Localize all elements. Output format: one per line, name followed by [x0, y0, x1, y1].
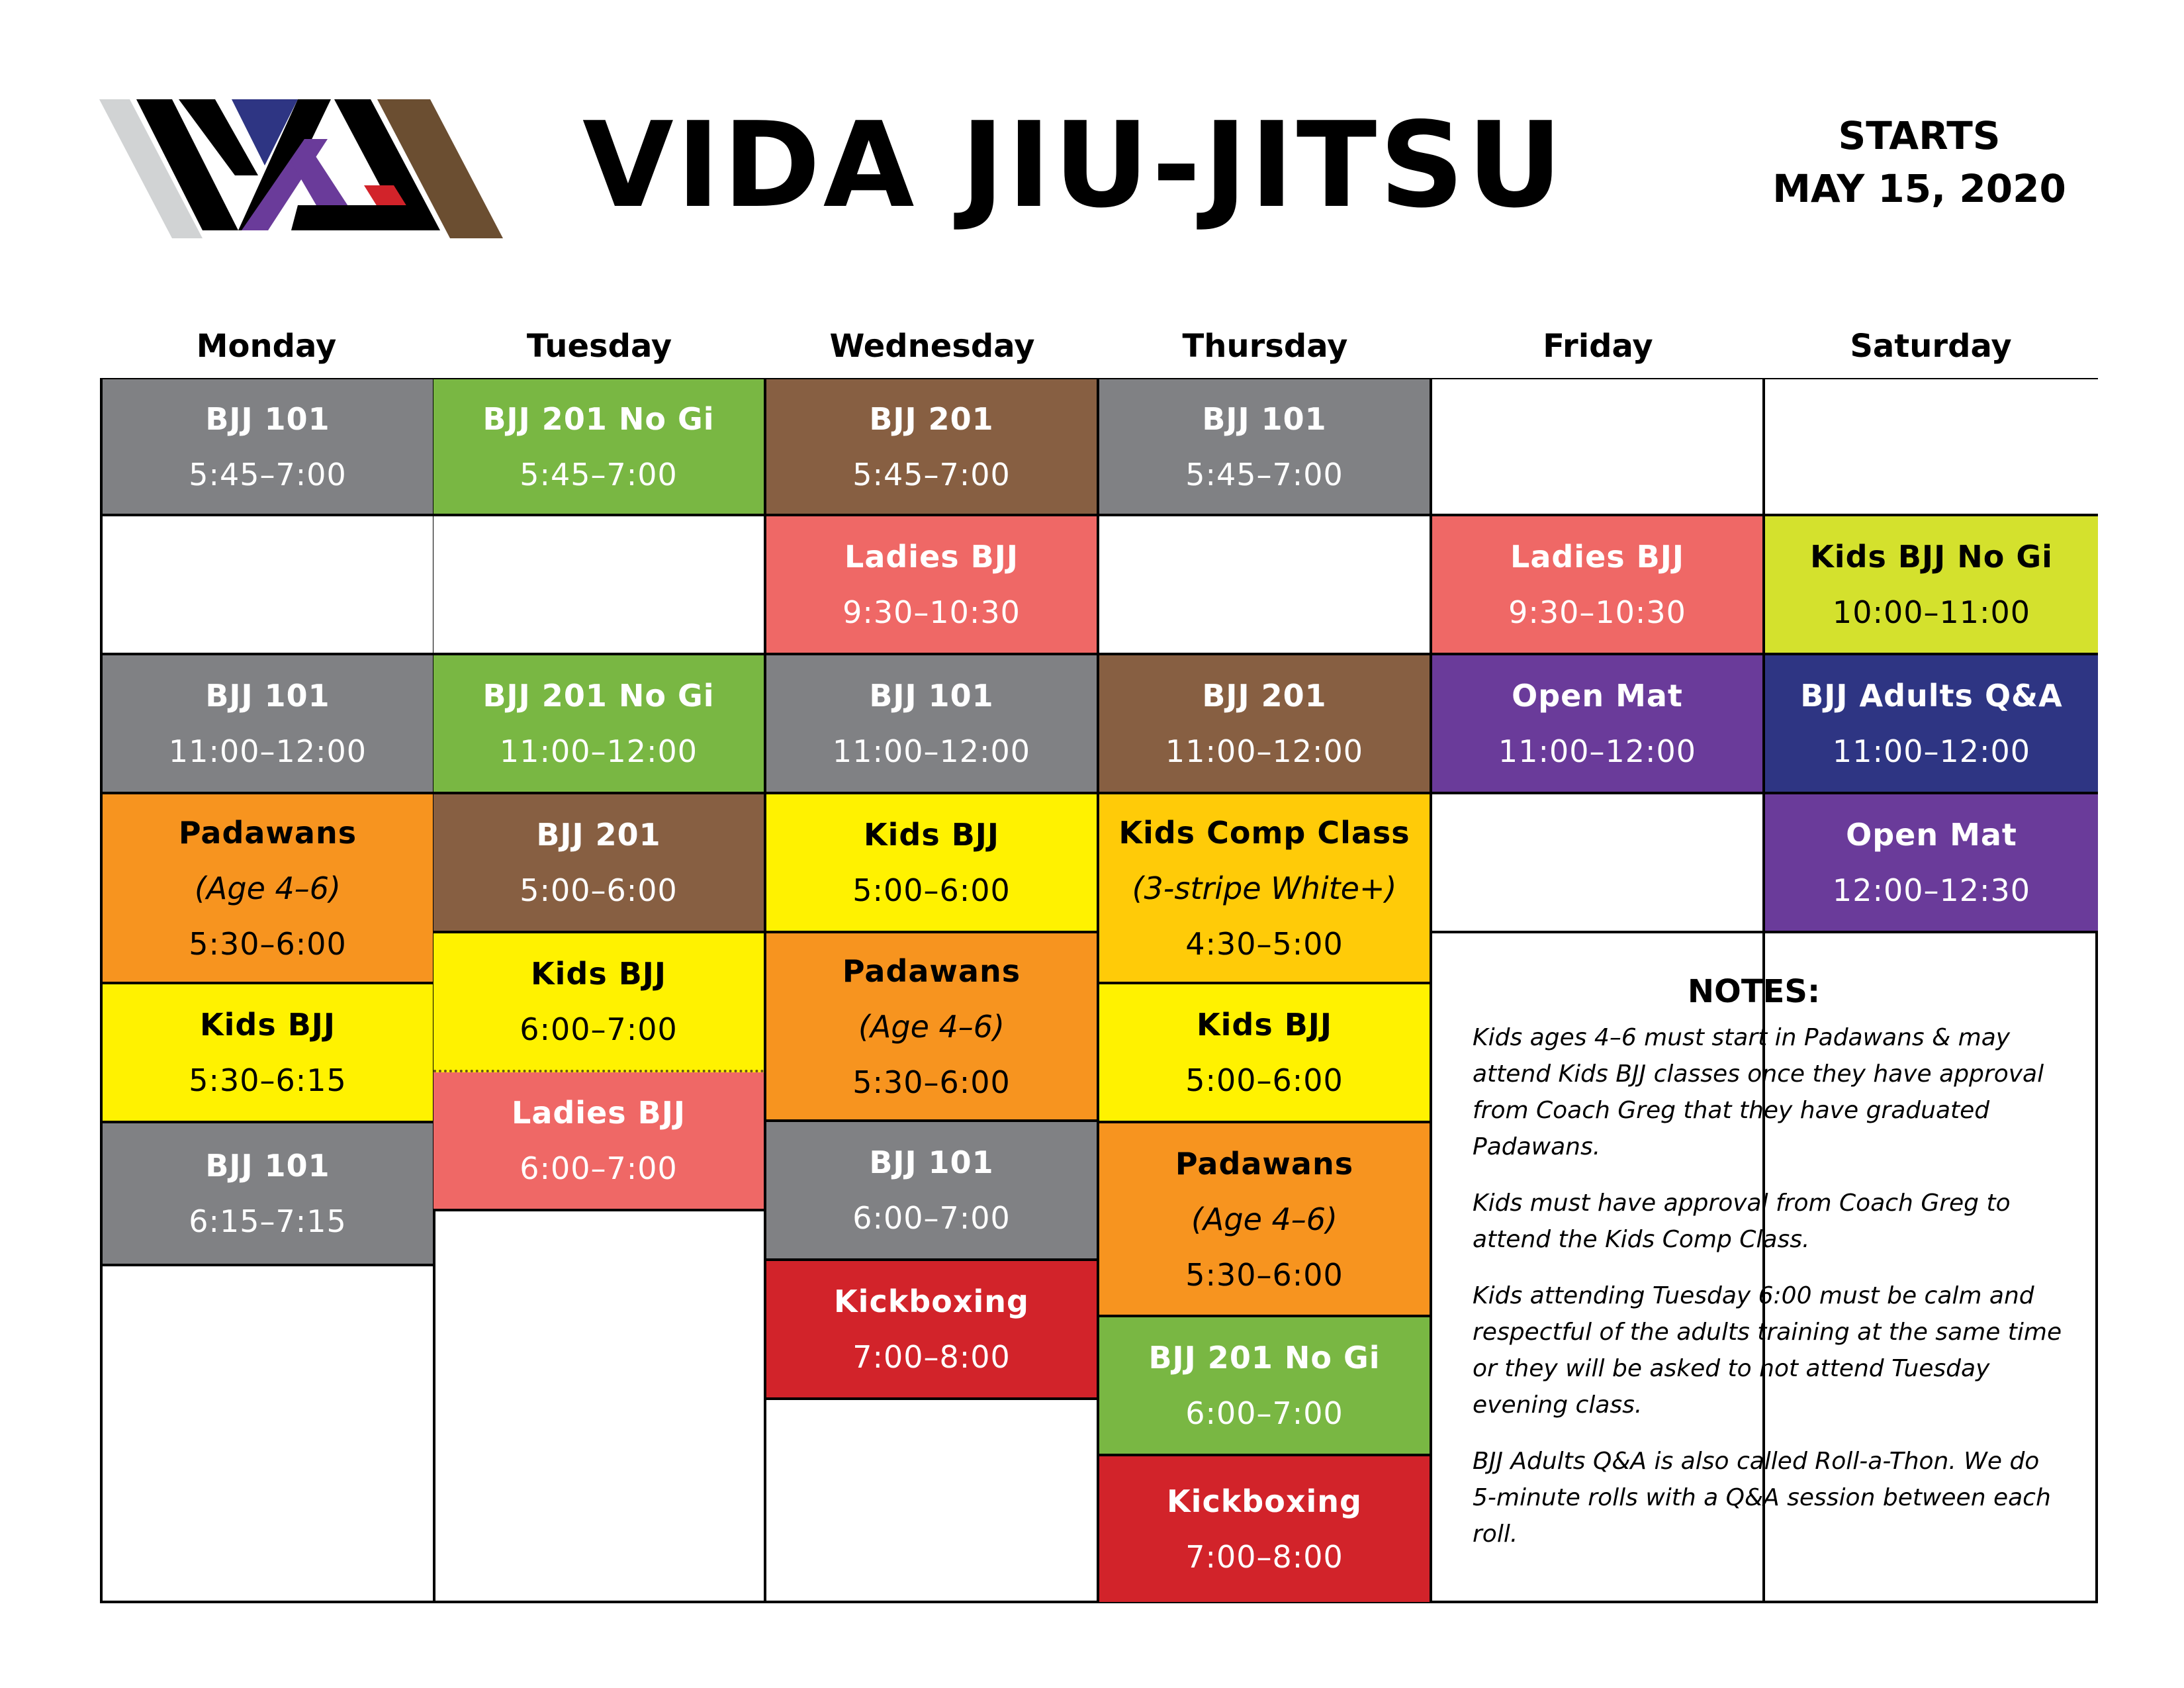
class-time: 11:00–12:00: [499, 733, 698, 769]
class-time: 11:00–12:00: [1165, 733, 1364, 769]
class-name: BJJ Adults Q&A: [1800, 678, 2063, 714]
class-name: Padawans: [1175, 1145, 1354, 1182]
class-name: BJJ 101: [205, 1148, 330, 1184]
class-name: Open Mat: [1512, 678, 1683, 714]
class-block: [1432, 516, 1762, 655]
starts-date: MAY 15, 2020: [1772, 166, 2066, 211]
class-block: [1765, 655, 2098, 794]
class-block: [1099, 794, 1430, 984]
day-header-tuesday: Tuesday: [526, 328, 672, 365]
class-block: [433, 655, 764, 794]
notes-title: NOTES:: [1687, 973, 1821, 1010]
column-wednesday: [766, 379, 1099, 1602]
note-paragraph: BJJ Adults Q&A is also called Roll-a-Thon. We do 5-minute rolls with a Q&A session between each roll.: [1473, 1448, 2051, 1548]
class-block: [766, 379, 1097, 516]
class-name: BJJ 201: [1202, 678, 1327, 714]
class-time: 5:30–6:15: [189, 1062, 347, 1098]
notes-panel: [1436, 973, 2098, 1572]
class-time: 5:00–6:00: [520, 872, 678, 908]
class-time: 5:45–7:00: [189, 456, 347, 492]
class-name: Kids Comp Class: [1118, 814, 1410, 851]
class-name: Kids BJJ: [199, 1007, 336, 1043]
class-block: [766, 1122, 1097, 1261]
class-name: Kids BJJ: [530, 956, 667, 992]
class-time: 5:30–6:00: [189, 925, 347, 962]
class-block: [103, 794, 433, 984]
class-block: [433, 1072, 764, 1211]
class-time: 5:45–7:00: [1185, 456, 1343, 492]
class-time: 9:30–10:30: [842, 594, 1021, 630]
class-block: [103, 379, 433, 516]
class-name: BJJ 201 No Gi: [482, 400, 715, 437]
class-name: BJJ 201 No Gi: [482, 678, 715, 714]
column-tuesday: [433, 379, 766, 1602]
class-block: [1765, 516, 2098, 655]
class-name: Kids BJJ: [1196, 1007, 1333, 1043]
class-time: 11:00–12:00: [1498, 733, 1697, 769]
class-note: (3-stripe White+): [1132, 870, 1397, 906]
page-title: VIDA JIU-JITSU: [582, 97, 1565, 234]
class-time: 7:00–8:00: [852, 1339, 1011, 1375]
empty-slot: [433, 516, 764, 655]
class-block: [103, 655, 433, 794]
class-name: BJJ 101: [869, 678, 994, 714]
class-block: [1099, 379, 1430, 516]
class-block: [1099, 655, 1430, 794]
class-time: 6:15–7:15: [189, 1203, 347, 1239]
day-header-wednesday: Wednesday: [829, 328, 1035, 365]
class-name: Ladies BJJ: [512, 1095, 686, 1131]
class-time: 11:00–12:00: [832, 733, 1031, 769]
column-monday: [103, 379, 435, 1602]
class-name: BJJ 101: [869, 1145, 994, 1180]
day-header-saturday: Saturday: [1850, 328, 2012, 365]
class-name: BJJ 101: [205, 400, 330, 437]
class-time: 5:00–6:00: [852, 872, 1011, 908]
class-block: [766, 655, 1097, 794]
class-block: [1099, 1317, 1430, 1456]
starts-label: STARTS: [1838, 113, 2001, 158]
class-name: Open Mat: [1846, 817, 2017, 853]
class-time: 5:30–6:00: [1185, 1256, 1343, 1293]
class-block: [433, 794, 764, 933]
class-time: 12:00–12:30: [1832, 872, 2031, 908]
class-name: Padawans: [178, 814, 357, 851]
class-time: 4:30–5:00: [1185, 925, 1343, 962]
column-thursday: [1099, 379, 1432, 1602]
empty-slot: [1432, 794, 1762, 933]
class-time: 5:45–7:00: [520, 456, 678, 492]
class-name: Padawans: [842, 953, 1021, 989]
class-name: Kids BJJ: [863, 817, 1000, 853]
start-date: [1694, 109, 2144, 215]
class-time: 11:00–12:00: [168, 733, 367, 769]
class-name: BJJ 201: [869, 400, 994, 437]
class-time: 11:00–12:00: [1832, 733, 2031, 769]
class-block: [766, 1261, 1097, 1400]
class-block: [1765, 794, 2098, 933]
class-name: BJJ 101: [205, 678, 330, 714]
note-paragraph: Kids attending Tuesday 6:00 must be calm and respectful of the adults training at the same time or they will be asked to not attend Tuesday evening class.: [1473, 1282, 2062, 1419]
note-paragraph: Kids ages 4–6 must start in Padawans & may attend Kids BJJ classes once they have approval from Coach Greg that they have graduated Padawans.: [1473, 1024, 2044, 1160]
class-block: [1099, 1123, 1430, 1317]
class-time: 6:00–7:00: [520, 1150, 678, 1186]
empty-slot: [1765, 379, 2098, 516]
class-block: [766, 516, 1097, 655]
class-time: 9:30–10:30: [1508, 594, 1686, 630]
class-time: 6:00–7:00: [520, 1011, 678, 1047]
class-block: [433, 933, 764, 1072]
class-name: BJJ 201: [536, 817, 661, 853]
class-block: [766, 794, 1097, 933]
class-time: 7:00–8:00: [1185, 1539, 1343, 1575]
class-time: 5:45–7:00: [852, 456, 1011, 492]
class-name: Ladies BJJ: [844, 539, 1019, 575]
class-block: [1432, 655, 1762, 794]
empty-slot: [1432, 379, 1762, 516]
class-time: 5:00–6:00: [1185, 1062, 1343, 1098]
vida-logo: [99, 99, 589, 242]
class-block: [103, 984, 433, 1123]
class-name: Kids BJJ No Gi: [1810, 539, 2053, 575]
class-note: (Age 4–6): [1191, 1201, 1338, 1237]
class-time: 6:00–7:00: [852, 1200, 1011, 1236]
class-block: [1099, 984, 1430, 1123]
class-name: Kickboxing: [1167, 1483, 1362, 1519]
class-name: BJJ 101: [1202, 400, 1327, 437]
class-block: [766, 933, 1097, 1122]
class-block: [433, 379, 764, 516]
class-name: Ladies BJJ: [1510, 539, 1684, 575]
class-block: [103, 1123, 433, 1266]
class-name: Kickboxing: [834, 1284, 1029, 1319]
day-header-friday: Friday: [1543, 328, 1653, 365]
day-header-monday: Monday: [196, 328, 337, 365]
class-time: 5:30–6:00: [852, 1064, 1011, 1100]
empty-slot: [1099, 516, 1430, 655]
class-note: (Age 4–6): [858, 1008, 1005, 1045]
class-name: BJJ 201 No Gi: [1148, 1340, 1381, 1376]
class-time: 6:00–7:00: [1185, 1395, 1343, 1431]
class-block: [1099, 1456, 1430, 1602]
class-time: 10:00–11:00: [1832, 594, 2031, 630]
day-header-thursday: Thursday: [1182, 328, 1348, 365]
empty-slot: [103, 516, 433, 655]
note-paragraph: Kids must have approval from Coach Greg to attend the Kids Comp Class.: [1473, 1190, 2011, 1253]
class-note: (Age 4–6): [194, 870, 341, 906]
